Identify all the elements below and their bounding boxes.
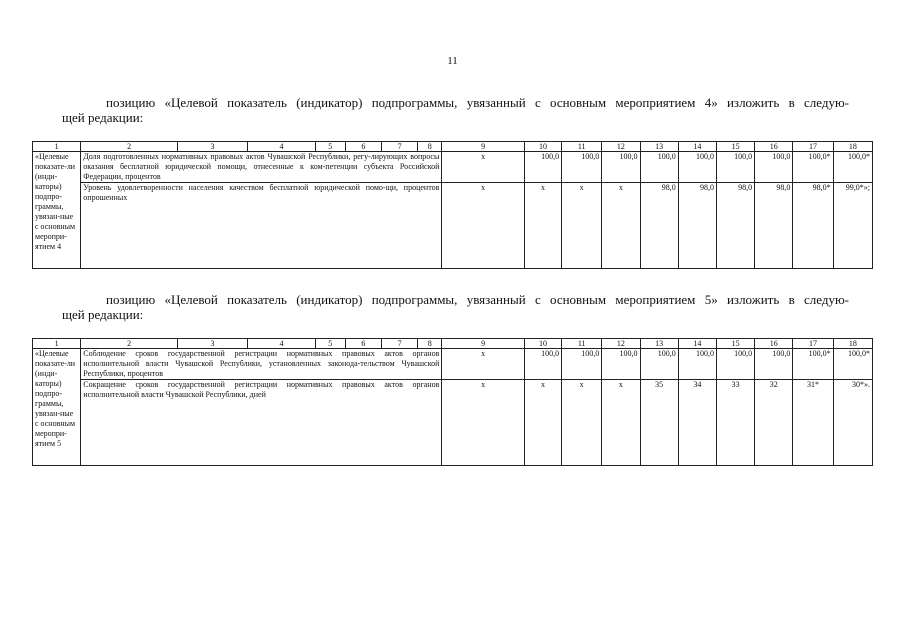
table-row — [33, 349, 873, 380]
cell-value: 100,0 — [602, 349, 640, 380]
column-number: 2 — [81, 142, 178, 152]
indicator-description: Доля подготовленных нормативных правовых актов Чувашской Республики, регу-лирующих вопросы оказания бесплатной юридической помощи, отнесенные к ком-петенции субъекта Российской Федерации, процентов — [81, 152, 442, 183]
column-number: 10 — [524, 142, 561, 152]
column-number: 7 — [382, 142, 418, 152]
cell-value: 98,0 — [640, 183, 678, 269]
table-row — [33, 183, 873, 269]
section-intro — [62, 292, 849, 322]
column-number: 12 — [602, 142, 640, 152]
column-number: 14 — [678, 142, 716, 152]
intro-line: позицию «Целевой показатель (индикатор) подпрограммы, увязанный с основным мероприятием 4» изложить в следую- — [106, 95, 849, 110]
cell-value: 100,0 — [640, 152, 678, 183]
cell-value: 100,0 — [524, 152, 561, 183]
cell-value: 100,0* — [833, 152, 872, 183]
indicator-table — [32, 338, 873, 466]
column-number: 3 — [177, 339, 247, 349]
cell-value: 31* — [793, 380, 833, 466]
section-intro — [62, 95, 849, 125]
cell-value: 35 — [640, 380, 678, 466]
column-number: 8 — [418, 339, 442, 349]
cell-value: 34 — [678, 380, 716, 466]
column-number: 8 — [418, 142, 442, 152]
cell-value: 100,0 — [562, 152, 602, 183]
cell-value: х — [442, 380, 524, 466]
cell-value: 100,0 — [678, 152, 716, 183]
column-number: 13 — [640, 142, 678, 152]
cell-value: 100,0 — [524, 349, 561, 380]
intro-line: щей редакции: — [62, 307, 144, 322]
column-number: 7 — [382, 339, 418, 349]
column-number: 10 — [524, 339, 561, 349]
cell-value: х — [562, 183, 602, 269]
column-number: 13 — [640, 339, 678, 349]
column-number: 17 — [793, 339, 833, 349]
table-header-row — [33, 339, 873, 349]
column-number: 11 — [562, 142, 602, 152]
cell-value: х — [524, 183, 561, 269]
intro-line: позицию «Целевой показатель (индикатор) подпрограммы, увязанный с основным мероприятием 5» изложить в следую- — [106, 292, 849, 307]
page-number: 11 — [447, 55, 458, 67]
cell-value: х — [562, 380, 602, 466]
column-number: 4 — [248, 339, 315, 349]
column-number: 15 — [716, 339, 754, 349]
cell-value: 100,0 — [755, 349, 793, 380]
cell-value: х — [602, 380, 640, 466]
cell-value: 100,0* — [793, 349, 833, 380]
column-number: 11 — [562, 339, 602, 349]
column-number: 4 — [248, 142, 315, 152]
column-number: 15 — [716, 142, 754, 152]
column-number: 6 — [345, 339, 381, 349]
row-group-label: «Целевые показате-ли (инди-каторы) подпро-граммы, увязан-ные с основным меропри-ятием 4 — [33, 152, 81, 269]
indicator-description: Уровень удовлетворенности населения качеством бесплатной юридической помо-щи, процентов опрошенных — [81, 183, 442, 269]
cell-value: х — [442, 349, 524, 380]
cell-value: 98,0* — [793, 183, 833, 269]
cell-value: 100,0* — [793, 152, 833, 183]
cell-value: 33 — [716, 380, 754, 466]
indicator-table — [32, 141, 873, 269]
table-row — [33, 152, 873, 183]
row-group-label: «Целевые показате-ли (инди-каторы) подпро-граммы, увязан-ные с основным меропри-ятием 5 — [33, 349, 81, 466]
indicator-description: Соблюдение сроков государственной регистрации нормативных правовых актов органов исполнительной власти Чувашской Республики, установленных законода-тельством Чувашской Республики, процентов — [81, 349, 442, 380]
table-row — [33, 380, 873, 466]
column-number: 9 — [442, 339, 524, 349]
cell-value: 100,0 — [562, 349, 602, 380]
column-number: 3 — [177, 142, 247, 152]
intro-line: щей редакции: — [62, 110, 144, 125]
column-number: 2 — [81, 339, 178, 349]
column-number: 5 — [315, 142, 345, 152]
column-number: 16 — [755, 339, 793, 349]
column-number: 5 — [315, 339, 345, 349]
cell-value: х — [524, 380, 561, 466]
table-header-row — [33, 142, 873, 152]
column-number: 1 — [33, 339, 81, 349]
cell-value: 98,0 — [755, 183, 793, 269]
cell-value: 100,0* — [833, 349, 872, 380]
cell-value: 100,0 — [678, 349, 716, 380]
cell-value: 100,0 — [716, 152, 754, 183]
cell-value: х — [442, 183, 524, 269]
cell-value: х — [442, 152, 524, 183]
cell-value: 99,0*»; — [833, 183, 872, 269]
cell-value: 32 — [755, 380, 793, 466]
cell-value: 100,0 — [602, 152, 640, 183]
column-number: 18 — [833, 142, 872, 152]
cell-value: 100,0 — [716, 349, 754, 380]
cell-value: 98,0 — [678, 183, 716, 269]
cell-value: х — [602, 183, 640, 269]
column-number: 1 — [33, 142, 81, 152]
cell-value: 30*». — [833, 380, 872, 466]
indicator-description: Сокращение сроков государственной регистрации нормативных правовых актов органов исполнительной власти Чувашской Республики, дней — [81, 380, 442, 466]
column-number: 12 — [602, 339, 640, 349]
column-number: 16 — [755, 142, 793, 152]
column-number: 14 — [678, 339, 716, 349]
column-number: 6 — [345, 142, 381, 152]
cell-value: 100,0 — [755, 152, 793, 183]
column-number: 9 — [442, 142, 524, 152]
column-number: 18 — [833, 339, 872, 349]
column-number: 17 — [793, 142, 833, 152]
cell-value: 100,0 — [640, 349, 678, 380]
cell-value: 98,0 — [716, 183, 754, 269]
